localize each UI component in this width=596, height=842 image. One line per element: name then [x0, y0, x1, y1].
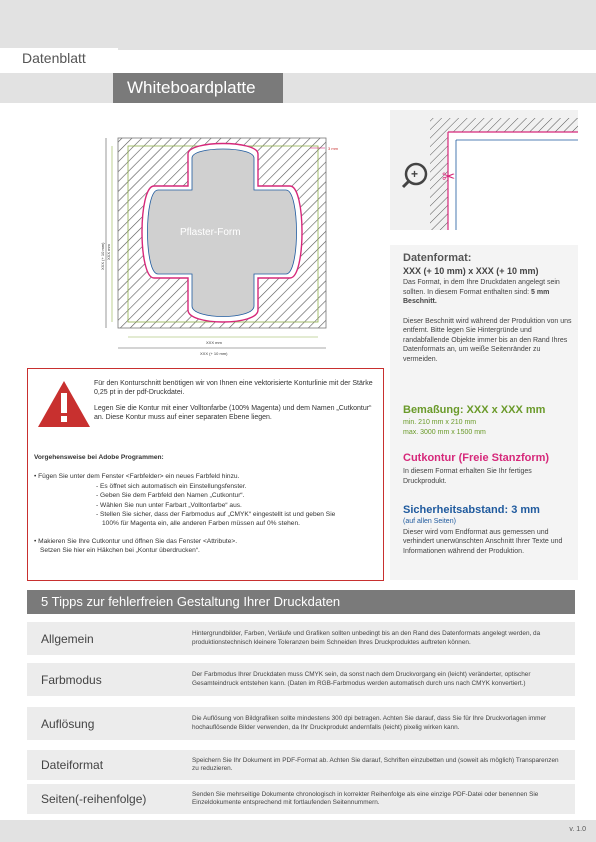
- cutkontur-section: [403, 452, 573, 486]
- bemassung-max: max. 3000 mm x 1500 mm: [403, 428, 486, 436]
- tip-text: Senden Sie mehrseitige Dokumente chronologisch in korrekter Reihenfolge als eine einzige PDF-Datei oder benennen Sie Einzeldokumente entsprechend mit fortlaufenden Seitennummern.: [192, 790, 539, 806]
- warning-intro: [94, 379, 379, 422]
- tip-text: Die Auflösung von Bildgrafiken sollte mindestens 300 dpi betragen. Achten Sie darauf, dass Sie für Ihre Druckvorlagen immer hochauflösende Bilder verwenden, da Ihr Druckprodukt andernfalls (leicht) pixelig wirken kann.: [192, 715, 547, 731]
- inner-width-label: XXX mm: [206, 340, 222, 345]
- detail-svg: [390, 110, 578, 230]
- detail-zoom: [390, 110, 578, 230]
- datenformat-text: Das Format, in dem Ihre Druckdaten angelegt sein sollten. In diesem Format enthalten sind: 5 mm Beschnitt.: [403, 279, 560, 305]
- tip-text: Hintergrundbilder, Farben, Verläufe und Grafiken sollten unbedingt bis an den Rand des Datenformats angelegt werden, da produktionstechnisch kleinere Toleranzen beim Schneiden Ihres Druckproduktes auftreten können.: [192, 630, 541, 646]
- substep-1: - Es öffnet sich automatisch ein Einstellungsfenster.: [96, 482, 247, 490]
- sicherheit-title: Sicherheitsabstand: 3 mm: [403, 504, 540, 516]
- sicherheit-text: Dieser wird vom Endformat aus gemessen und verhindert unerwünschten Anschnitt Ihrer Texte und Informationen während der Produktion.: [403, 528, 563, 555]
- datenformat-value: XXX (+ 10 mm) x XXX (+ 10 mm): [403, 266, 539, 276]
- tip-label: Seiten(-reihenfolge): [41, 792, 147, 806]
- shape-diagram: [100, 130, 360, 370]
- title-band: [0, 73, 596, 103]
- warning-steps: [34, 453, 379, 556]
- datenformat-title: Datenformat:: [403, 252, 472, 264]
- beschnitt-text: Dieser Beschnitt wird während der Produktion von uns entfernt. Bitte legen Sie Hintergründe und randabfallende Objekte immer bis an den Rand Ihres Datenformats an, um weiße Seitenränder zu vermeiden.: [403, 317, 572, 363]
- substep-4: - Stellen Sie sicher, dass der Farbmodus auf „CMYK“ eingestellt ist und geben Sie: [96, 511, 336, 519]
- warning-icon: [36, 379, 92, 429]
- sicherheit-sub: (auf allen Seiten): [403, 518, 456, 525]
- sicherheit-section: [403, 504, 573, 556]
- substep-3: - Wählen Sie nun unter Farbart „Volltonfarbe“ aus.: [96, 501, 242, 509]
- outer-width-label: XXX (+ 10 mm): [200, 351, 228, 356]
- tip-row-aufloesung: [27, 707, 575, 740]
- scissors-icon: ✂: [442, 167, 456, 186]
- tip-label: Farbmodus: [41, 672, 102, 687]
- bemassung-min: min. 210 mm x 210 mm: [403, 419, 477, 426]
- footer-band: [0, 820, 596, 842]
- svg-text:+: +: [411, 167, 419, 181]
- warning-heading: Vorgehensweise bei Adobe Programmen:: [34, 454, 164, 461]
- substep-5: 100% für Magenta ein, alle anderen Farben müssen auf 0% stehen.: [102, 520, 300, 528]
- step-2b: Setzen Sie hier ein Häkchen bei „Kontur überdrucken“.: [40, 547, 200, 555]
- tip-row-farbmodus: [27, 663, 575, 696]
- tip-label: Auflösung: [41, 716, 95, 731]
- diagram-svg: [100, 130, 360, 370]
- substep-2: - Geben Sie dem Farbfeld den Namen „Cutkontur“.: [96, 492, 245, 500]
- warning-p1: Für den Konturschnitt benötigen wir von Ihnen eine vektorisierte Konturlinie mit der Stärke 0,25 pt in der pdf-Druckdatei.: [94, 380, 373, 396]
- datenblatt-tab: Datenblatt: [0, 48, 118, 68]
- warning-p2: Legen Sie die Kontur mit einer Volltonfarbe (100% Magenta) und dem Namen „Cutkontur“ an. Diese Kontur muss auf einer separaten Ebene liegen.: [94, 405, 372, 421]
- cutkontur-title: Cutkontur (Freie Stanzform): [403, 452, 550, 464]
- version-label: v. 1.0: [569, 826, 586, 833]
- datenformat-section: [403, 252, 573, 364]
- tip-label: Allgemein: [41, 631, 94, 646]
- tip-row-seiten: [27, 784, 575, 814]
- outer-height-label: XXX (+ 10 mm): [100, 242, 105, 270]
- step-1: • Fügen Sie unter dem Fenster <Farbfelder> ein neues Farbfeld hinzu.: [34, 473, 240, 481]
- bleed-label: 3 mm: [328, 146, 338, 151]
- shape-label: Pflaster-Form: [180, 227, 241, 238]
- tip-row-allgemein: [27, 622, 575, 655]
- tips-title: 5 Tipps zur fehlerfreien Gestaltung Ihrer Druckdaten: [27, 590, 575, 614]
- page-title: Whiteboardplatte: [113, 73, 283, 103]
- warning-box: [27, 368, 384, 581]
- tip-text: Speichern Sie Ihr Dokument im PDF-Format ab. Achten Sie darauf, Schriften einzubetten und (soweit als möglich) Transparenzen zu reduzieren.: [192, 756, 559, 772]
- cutkontur-text: In diesem Format erhalten Sie Ihr fertiges Druckprodukt.: [403, 468, 532, 485]
- bemassung-title: Bemaßung: XXX x XXX mm: [403, 404, 546, 416]
- inner-height-label: XXX mm: [106, 244, 111, 260]
- tip-row-dateiformat: [27, 750, 575, 780]
- bemassung-section: [403, 404, 573, 437]
- header-band: [0, 0, 596, 50]
- tip-label: Dateiformat: [41, 758, 104, 772]
- tip-text: Der Farbmodus Ihrer Druckdaten muss CMYK sein, da sonst nach dem Druckvorgang ein (leicht) veränderter, optischer Gesamteindruck entstehen kann. (Daten im RGB-Farbmodus werden automatisch durch uns nach CMYK konvertiert.): [192, 671, 531, 687]
- step-2: • Makieren Sie Ihre Cutkontur und öffnen Sie das Fenster <Attribute>.: [34, 537, 238, 545]
